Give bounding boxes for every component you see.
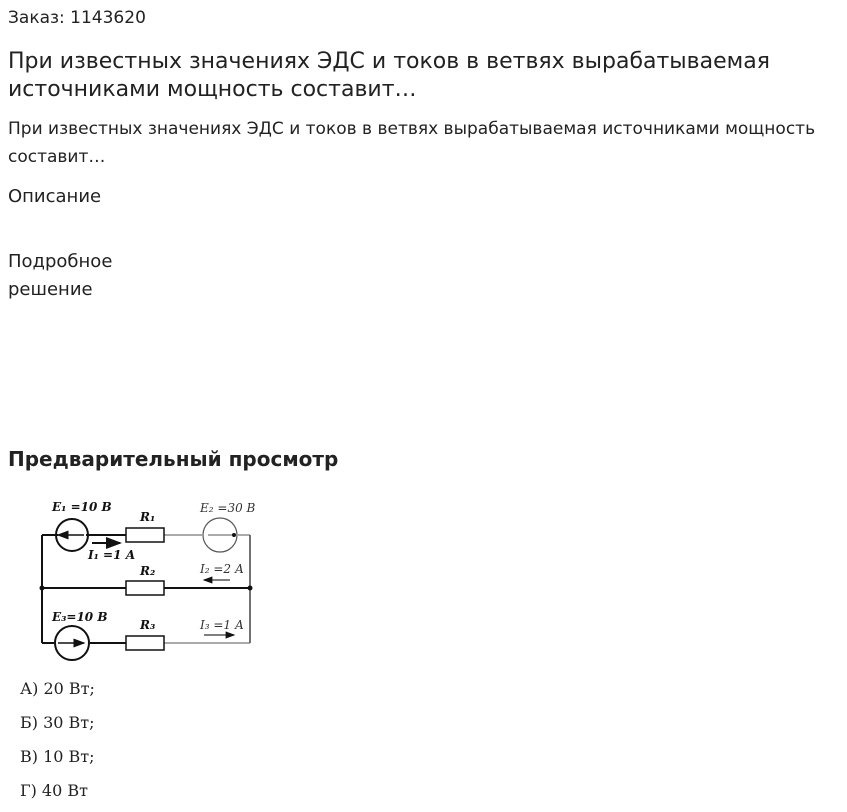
answer-option-d: Г) 40 Вт xyxy=(20,781,88,800)
answer-option-a: А) 20 Вт; xyxy=(20,679,95,698)
order-number: Заказ: 1143620 xyxy=(8,8,146,28)
answer-options xyxy=(20,676,95,812)
answer-option-c: В) 10 Вт; xyxy=(20,747,95,766)
preview-heading: Предварительный просмотр xyxy=(8,447,339,471)
resistor-r1 xyxy=(126,528,164,542)
description-label: Описание xyxy=(8,186,102,207)
source-e2 xyxy=(203,518,237,552)
source-e1 xyxy=(56,519,88,551)
label-r2: R₂ xyxy=(140,564,156,578)
source-e3 xyxy=(55,626,89,660)
label-e2: E₂ =30 В xyxy=(200,501,256,515)
label-i3: I₃ =1 А xyxy=(200,618,244,632)
resistor-r2 xyxy=(126,581,164,595)
circuit-diagram xyxy=(30,495,270,665)
page-title: При известных значениях ЭДС и токов в ветвях вырабатываемая источниками мощность составит… xyxy=(8,49,770,102)
task-description: При известных значениях ЭДС и токов в ветвях вырабатываемая источниками мощность составит… xyxy=(8,119,816,167)
detailed-solution-label: Подробное решение xyxy=(8,251,113,300)
label-e3: E₃=10 В xyxy=(52,610,108,624)
label-r3: R₃ xyxy=(140,618,156,632)
resistor-r3 xyxy=(126,636,164,650)
label-r1: R₁ xyxy=(140,510,156,524)
answer-option-b: Б) 30 Вт; xyxy=(20,713,95,732)
label-i1: I₁ =1 А xyxy=(88,548,136,562)
label-i2: I₂ =2 А xyxy=(200,562,244,576)
label-e1: E₁ =10 В xyxy=(52,500,112,514)
